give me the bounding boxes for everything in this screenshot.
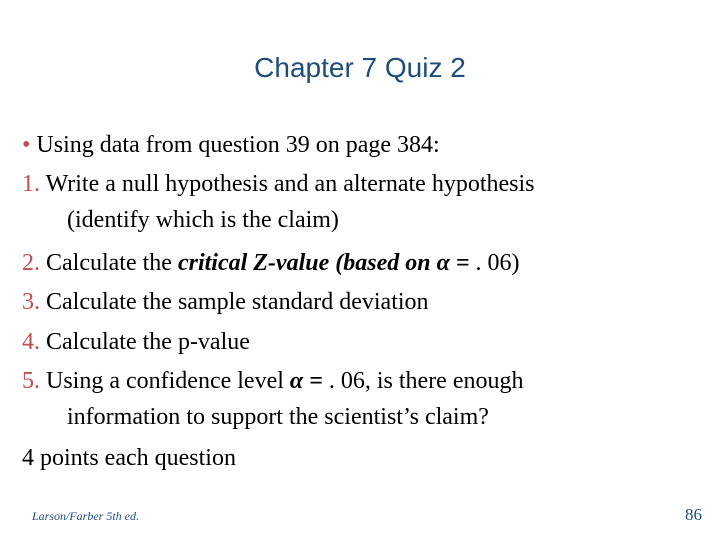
list-text: . 06) [475,250,520,276]
list-text: information to support the scientist’s claim? [67,404,489,430]
points-note: 4 points each question [22,445,236,471]
list-text: Using a confidence level [46,368,290,394]
list-marker: 4. [22,329,40,355]
list-marker: 3. [22,289,40,315]
list-text: Calculate the p-value [46,329,250,355]
list-marker: 1. [22,171,40,197]
list-item-5-continuation [67,402,489,432]
list-item-1 [22,169,534,199]
intro-bullet [22,130,440,160]
list-text: . 06, is there enough [328,368,524,394]
bullet-text: Using data from question 39 on page 384: [36,132,440,158]
list-item-2 [22,248,520,278]
page-number: 86 [685,505,702,524]
slide-title: Chapter 7 Quiz 2 [254,52,466,83]
list-marker: 2. [22,250,40,276]
list-text-emphasis: critical Z-value (based on α = [177,250,476,276]
list-text: Calculate the sample standard deviation [46,289,429,315]
list-item-1-continuation [67,205,339,235]
list-item-3 [22,287,429,317]
list-text-emphasis: α = [289,368,329,394]
list-item-5 [22,366,523,396]
list-text: Write a null hypothesis and an alternate hypothesis [45,171,535,197]
list-text: Calculate the [46,250,178,276]
bullet-marker: • [22,132,31,158]
list-text: (identify which is the claim) [67,207,339,233]
footer-credit: Larson/Farber 5th ed. [32,509,140,523]
list-marker: 5. [22,368,40,394]
list-item-4 [22,327,250,357]
